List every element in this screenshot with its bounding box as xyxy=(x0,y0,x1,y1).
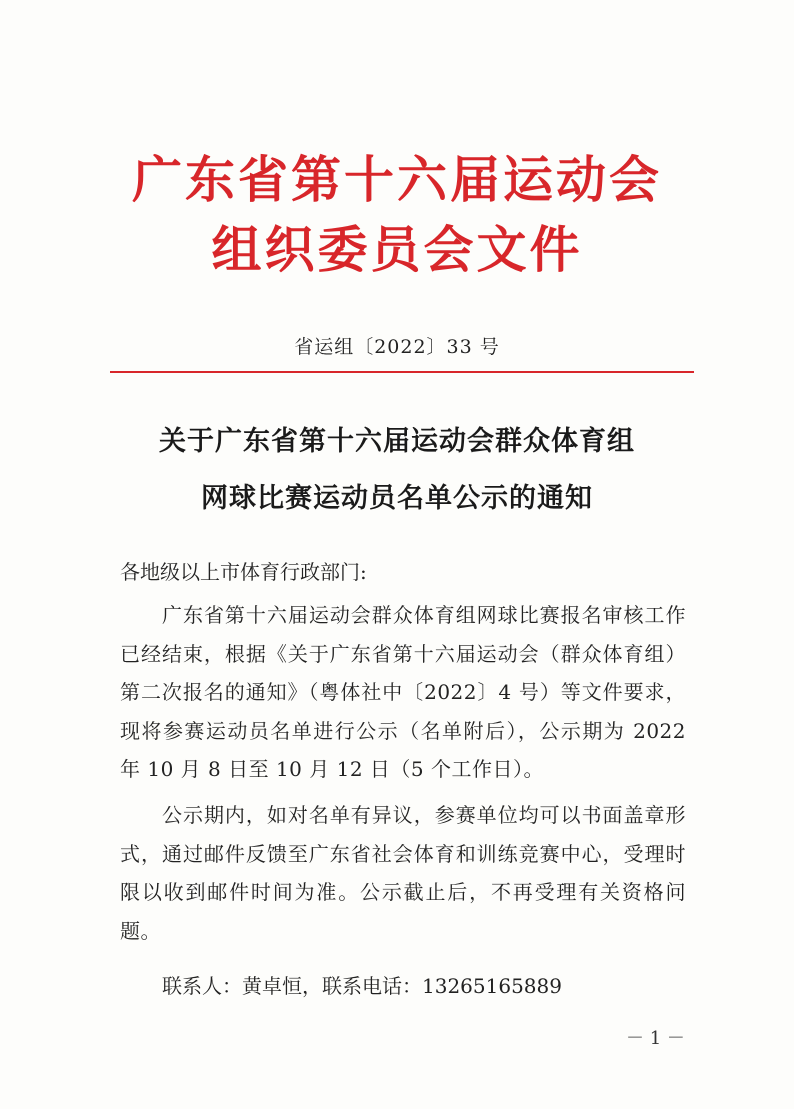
issuer-title-line2: 组织委员会文件 xyxy=(211,221,583,279)
page-number: － 1 － xyxy=(626,1028,685,1049)
red-divider xyxy=(110,371,694,373)
contact-line: 联系人：黄卓恒，联系电话：13265165889 xyxy=(162,974,562,998)
salutation: 各地级以上市体育行政部门: xyxy=(120,560,367,584)
document-number: 省运组〔2022〕33 号 xyxy=(294,336,500,358)
body-paragraph-1: 广东省第十六届运动会群众体育组网球比赛报名审核工作已经结束，根据《关于广东省第十六届运动会（群众体育组）第二次报名的通知》（粤体社中〔2022〕4 号）等文件要求，现将参赛运动员名单进行公示（名单附后），公示期为 2022 年 10 月 8 日至 10 月 12 日（5 个工作日）。 xyxy=(120,603,686,781)
issuer-title-line1: 广东省第十六届运动会 xyxy=(132,151,662,209)
notice-title-line1: 关于广东省第十六届运动会群众体育组 xyxy=(159,426,635,457)
body-paragraph-2: 公示期内，如对名单有异议，参赛单位均可以书面盖章形式，通过邮件反馈至广东省社会体育和训练竞赛中心，受理时限以收到邮件时间为准。公示截止后，不再受理有关资格问题。 xyxy=(120,803,686,943)
notice-title-line2: 网球比赛运动员名单公示的通知 xyxy=(201,483,593,514)
